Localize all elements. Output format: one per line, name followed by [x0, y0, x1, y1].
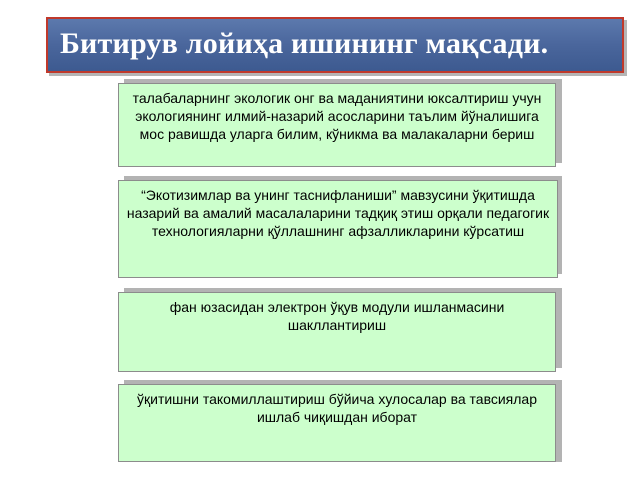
goal-box-1 [118, 83, 556, 167]
goal-box-2 [118, 180, 558, 278]
goal-text-3: фан юзасидан электрон ўқув модули ишланмасини шакллантириш [169, 299, 505, 333]
title-banner [46, 17, 624, 73]
goal-text-2: “Экотизимлар ва унинг таснифланиши” мавзусини ўқитишда назарий ва амалий масалаларини тадқиқ этиш орқали педагогик технологияларни қўллашнинг афзалликларини кўрсатиш [126, 187, 550, 239]
goal-box-3 [118, 292, 556, 372]
goal-text-1: талабаларнинг экологик онг ва маданиятини юксалтириш учун экологиянинг илмий-назарий асосларини таълим йўналишига мос равишда уларга билим, кўникма ва малакаларни бериш [132, 90, 542, 142]
goal-text-4: ўқитишни такомиллаштириш бўйича хулосалар ва тавсиялар ишлаб чиқишдан иборат [137, 391, 537, 425]
goal-box-4 [118, 384, 556, 462]
slide-title: Битирув лойиҳа ишининг мақсади. [60, 27, 549, 60]
